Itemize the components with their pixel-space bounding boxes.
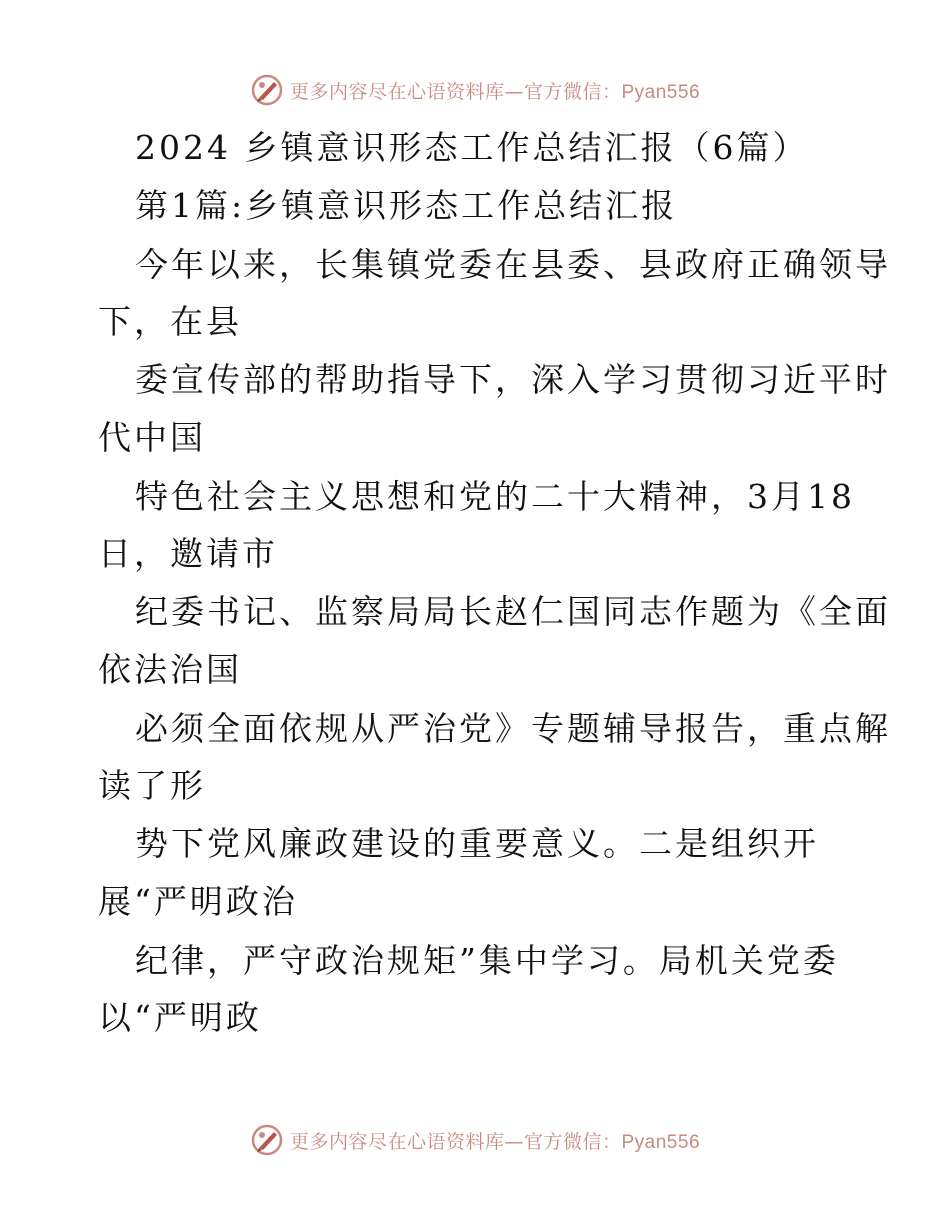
- watermark-label: 更多内容尽在心语资料库—官方微信：: [289, 80, 622, 103]
- document-title: 2024 乡镇意识形态工作总结汇报（6篇）: [135, 128, 809, 167]
- header-watermark: [0, 70, 950, 110]
- watermark-text: [290, 77, 700, 104]
- watermark-wechat-id: Pyan556: [621, 1131, 701, 1153]
- quill-pen-circle-icon: [250, 1123, 284, 1157]
- body-line: 委宣传部的帮助指导下，深入学习贯彻习近平时: [135, 360, 891, 399]
- body-line: 日，邀请市: [98, 534, 278, 573]
- body-line: 展“严明政治: [98, 882, 298, 921]
- body-line: 纪委书记、监察局局长赵仁国同志作题为《全面: [135, 592, 891, 631]
- body-line: 下，在县: [98, 302, 242, 341]
- body-line: 今年以来，长集镇党委在县委、县政府正确领导: [135, 245, 891, 284]
- body-line: 纪律，严守政治规矩”集中学习。局机关党委: [135, 941, 839, 980]
- body-line: 必须全面依规从严治党》专题辅导报告，重点解: [135, 709, 891, 748]
- section-heading: 第1篇:乡镇意识形态工作总结汇报: [135, 186, 678, 225]
- body-line: 代中国: [98, 418, 206, 457]
- body-line: 依法治国: [98, 650, 242, 689]
- body-line: 特色社会主义思想和党的二十大精神，3月18: [135, 477, 855, 516]
- watermark-label: 更多内容尽在心语资料库—官方微信：: [289, 1130, 622, 1153]
- body-line: 势下党风廉政建设的重要意义。二是组织开: [135, 824, 819, 863]
- body-line: 读了形: [98, 766, 206, 805]
- body-line: 以“严明政: [98, 998, 262, 1037]
- watermark-text: [290, 1127, 700, 1154]
- watermark-wechat-id: Pyan556: [621, 81, 701, 103]
- footer-watermark: [0, 1120, 950, 1160]
- quill-pen-circle-icon: [250, 73, 284, 107]
